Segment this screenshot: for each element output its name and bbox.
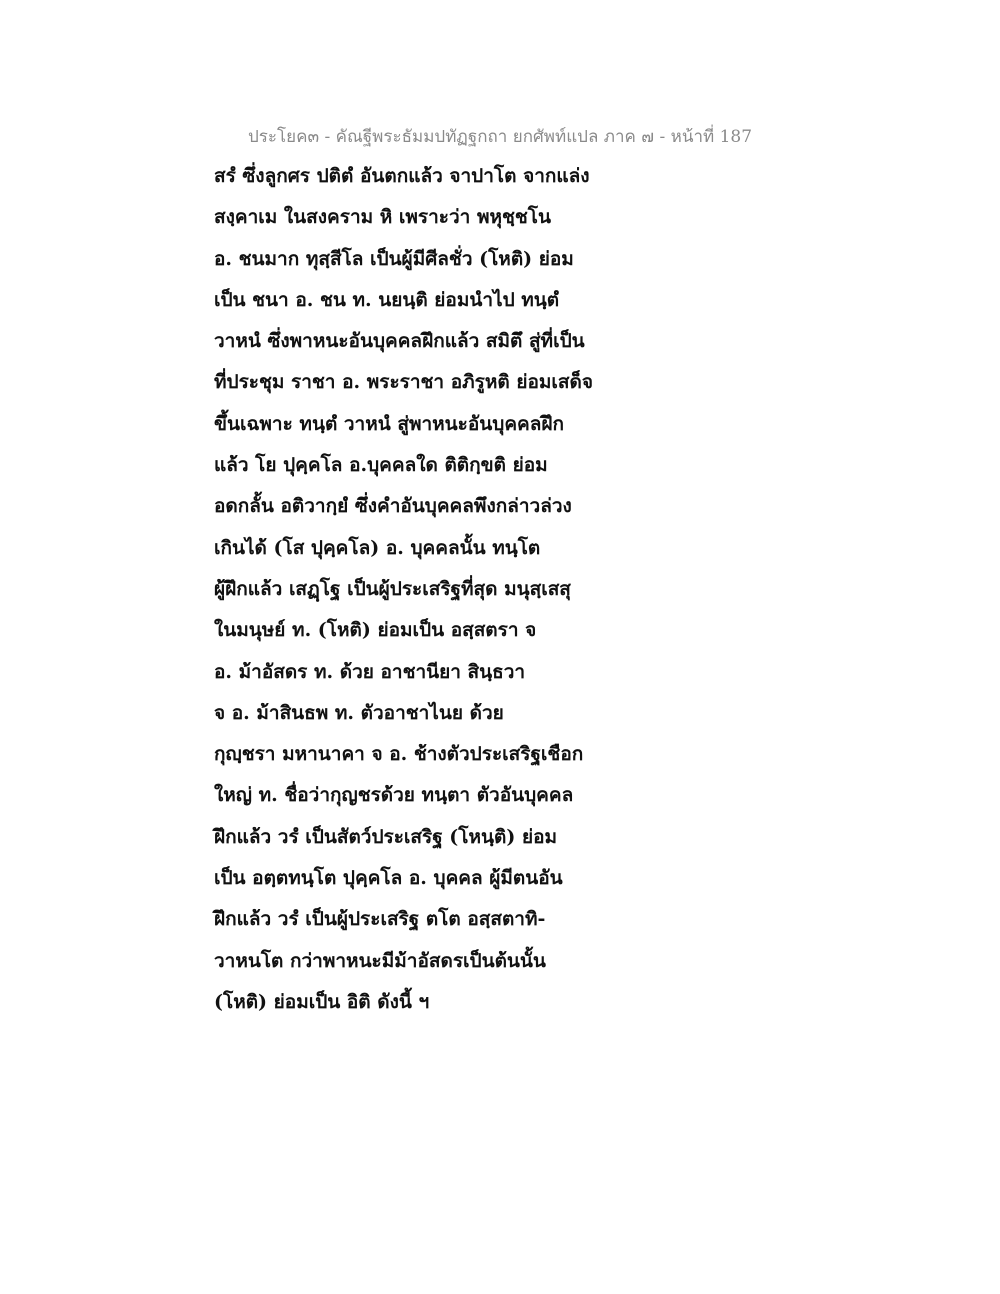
text-line: สรํ ซึ่งลูกศร ปติตํ อันตกแล้ว จาปาโต จากแล่ง (214, 165, 590, 187)
text-line: สงฺคาเม ในสงคราม หิ เพราะว่า พหุชฺชโน (214, 206, 551, 229)
text-line: อ. ม้าอัสดร ท. ด้วย อาชานียา สินฺธวา (214, 660, 526, 683)
text-line: ใหญ่ ท. ชื่อว่ากุญชรด้วย ทนฺตา ตัวอันบุคคล (214, 784, 574, 807)
text-line: เกินได้ (โส ปุคฺคโล) อ. บุคคลนั้น ทนฺโต (214, 536, 541, 559)
text-line: เป็น อตฺตทนฺโต ปุคฺคโล อ. บุคคล ผู้มีตนอัน (214, 867, 563, 890)
text-line: วาหนโต กว่าพาหนะมีม้าอัสดรเป็นต้นนั้น (214, 949, 546, 972)
text-line: แล้ว โย ปุคฺคโล อ.บุคคลใด ติติกฺขติ ย่อม (214, 454, 548, 477)
text-line: ฝึกแล้ว วรํ เป็นสัตว์ประเสริฐ (โหนฺติ) ย่อม (214, 825, 558, 848)
text-line: ขึ้นเฉพาะ ทนฺตํ วาหนํ สู่พาหนะอันบุคคลฝึก (214, 412, 565, 435)
text-line: วาหนํ ซึ่งพาหนะอันบุคคลฝึกแล้ว สมิตึ สู่ที่เป็น (214, 330, 585, 353)
body-text (214, 156, 774, 1023)
text-line: กุญฺชรา มหานาคา จ อ. ช้างตัวประเสริฐเชือก (214, 743, 584, 766)
text-line: ในมนุษย์ ท. (โหติ) ย่อมเป็น อสฺสตรา จ (214, 619, 537, 642)
text-line: (โหติ) ย่อมเป็น อิติ ดังนี้ ฯ (214, 990, 430, 1013)
text-line: ที่ประชุม ราชา อ. พระราชา อภิรูหติ ย่อมเสด็จ (214, 371, 593, 394)
text-line: เป็น ชนา อ. ชน ท. นยนฺติ ย่อมนำไป ทนฺตํ (214, 288, 560, 311)
text-line: อ. ชนมาก ทุสฺสีโล เป็นผู้มีศีลชั่ว (โหติ) ย่อม (214, 247, 574, 270)
text-line: จ อ. ม้าสินธพ ท. ตัวอาชาไนย ด้วย (214, 701, 504, 724)
text-line: ฝึกแล้ว วรํ เป็นผู้ประเสริฐ ตโต อสฺสตาทิ- (214, 908, 546, 931)
text-line: อดกลั้น อติวากฺยํ ซึ่งคำอันบุคคลพึงกล่าวล่วง (214, 495, 572, 518)
text-line: ผู้ฝึกแล้ว เสฏฺโฐ เป็นผู้ประเสริฐที่สุด มนุสฺเสสุ (214, 577, 571, 600)
running-header: ประโยค๓ - คัณฐีพระธัมมปทัฏฐกถา ยกศัพท์แปล ภาค ๗ - หน้าที่ 187 (247, 127, 753, 147)
